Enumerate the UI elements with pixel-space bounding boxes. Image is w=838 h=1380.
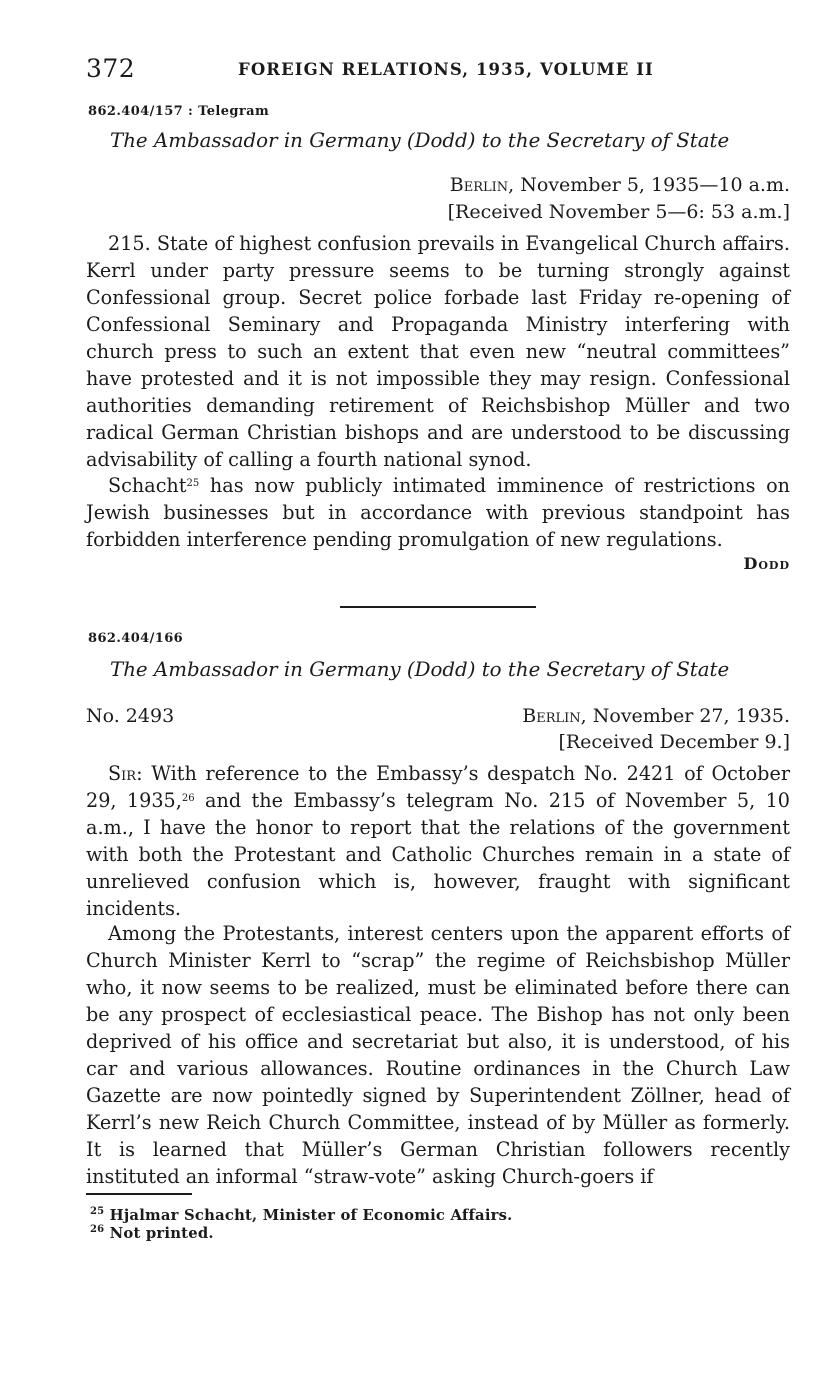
- dateline-date: , November 5, 1935—10 a.m.: [508, 174, 790, 196]
- para-text: and the Embassy’s telegram No. 215 of November 5, 10 a.m., I have the honor to report that the relations of the government with both the Protestant and Catholic Churches remain in a state of unrelieved confusion which is, however, fraught with significant incidents.: [86, 789, 791, 920]
- dateline-2: [90, 705, 790, 727]
- telegram-paragraph-2: [86, 472, 790, 553]
- footnote-rule: [86, 1193, 192, 1195]
- dateline-place: Berlin: [522, 705, 581, 727]
- footnote-text: Not printed.: [104, 1225, 214, 1242]
- running-title: FOREIGN RELATIONS, 1935, VOLUME II: [238, 60, 654, 79]
- footnote-ref-25: 25: [186, 478, 200, 489]
- para-text: has now publicly intimated imminence of restrictions on Jewish businesses but in accordance with previous standpoint has forbidden interference pending promulgation of new regulations.: [86, 474, 790, 551]
- footnote-text: Hjalmar Schacht, Minister of Economic Affairs.: [104, 1207, 513, 1224]
- telegram-paragraph-1: 215. State of highest confusion prevails in Evangelical Church affairs. Kerrl under party pressure seems to be turning strongly against Confessional group. Secret police forbade last Friday re-opening of Confessional Seminary and Propaganda Ministry interfering with church press to such an extent that even new “neutral committees” have protested and it is not impossible they may resign. Confessional authorities demanding retirement of Reichsbishop Müller and two radical German Christian bishops and are understood to be discussing advisability of calling a fourth national synod.: [86, 232, 790, 471]
- received-line-2: [Received December 9.]: [558, 731, 790, 753]
- footnote-26: [90, 1225, 214, 1242]
- footnote-mark: 26: [90, 1224, 105, 1235]
- dateline-place: Berlin: [449, 174, 509, 196]
- footnote-ref-26: 26: [181, 793, 195, 804]
- document-title-1: The Ambassador in Germany (Dodd) to the Secretary of State: [110, 129, 730, 152]
- received-line-1: [Received November 5—6: 53 a.m.]: [447, 201, 790, 223]
- dateline-1: [90, 174, 790, 196]
- footnote-25: [90, 1207, 513, 1224]
- footnote-mark: 25: [90, 1206, 105, 1217]
- signature-1: Dodd: [743, 554, 790, 573]
- file-reference-1: 862.404/157 : Telegram: [88, 104, 270, 119]
- page-number: 372: [86, 54, 136, 83]
- despatch-paragraph-2: Among the Protestants, interest centers upon the apparent efforts of Church Minister Kerrl to “scrap” the regime of Reichsbishop Müller who, it now seems to be realized, must be eliminated before there can be any prospect of ecclesiastical peace. The Bishop has not only been deprived of his office and secretariat but also, it is understood, of his car and various allowances. Routine ordinances in the Church Law Gazette are now pointedly signed by Superintendent Zöllner, head of Kerrl’s new Reich Church Committee, instead of by Müller as formerly. It is learned that Müller’s German Christian followers recently instituted an informal “straw-vote” asking Church-goers if: [86, 922, 790, 1188]
- para-text: : With reference to the Embassy’s despatch No. 2421 of October 29, 1935,: [86, 762, 790, 812]
- despatch-paragraph-1: [86, 760, 790, 922]
- document-title-2: The Ambassador in Germany (Dodd) to the Secretary of State: [110, 658, 730, 681]
- despatch-number: No. 2493: [86, 705, 175, 727]
- dateline-date: , November 27, 1935.: [580, 705, 790, 727]
- section-divider: [340, 606, 536, 608]
- para-text: Schacht: [108, 474, 187, 497]
- salutation: Sir: [108, 762, 137, 785]
- file-reference-2: 862.404/166: [88, 631, 184, 646]
